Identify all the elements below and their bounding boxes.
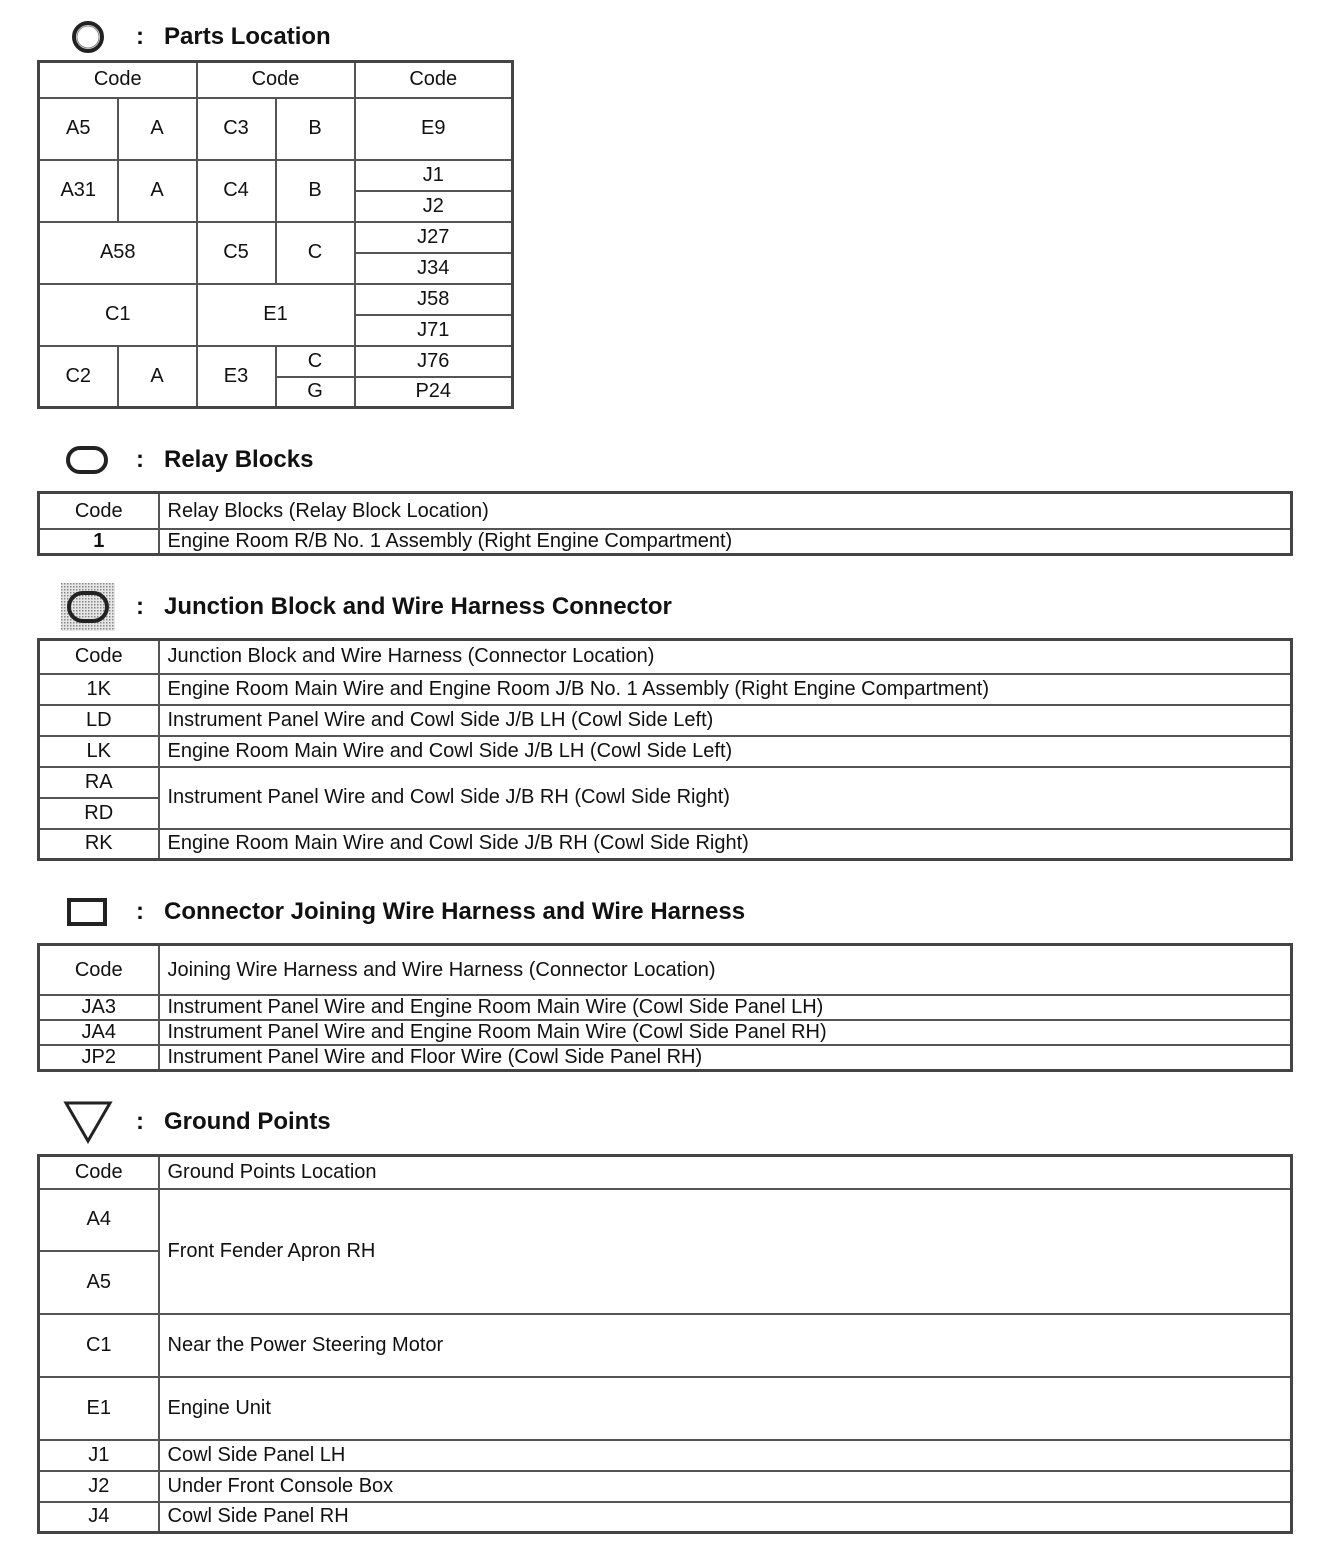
code-cell: A31 — [39, 160, 118, 222]
code-cell: 1K — [39, 674, 159, 705]
column-header: Ground Points Location — [159, 1156, 1292, 1189]
code-cell: J76 — [355, 346, 513, 377]
column-header: Code — [39, 640, 159, 674]
code-cell: RD — [39, 798, 159, 829]
location-cell: Under Front Console Box — [159, 1471, 1292, 1502]
table-row — [39, 1045, 1292, 1071]
code-cell: JA3 — [39, 995, 159, 1020]
table-row — [39, 1502, 1292, 1533]
code-cell: E3 — [197, 346, 276, 408]
code-cell: B — [276, 98, 355, 160]
code-cell: G — [276, 377, 355, 408]
code-cell: J1 — [39, 1440, 159, 1471]
code-cell: J2 — [355, 191, 513, 222]
column-header: Junction Block and Wire Harness (Connector Location) — [159, 640, 1292, 674]
column-header: Code — [39, 1156, 159, 1189]
table-row — [39, 674, 1292, 705]
code-cell: RA — [39, 767, 159, 798]
connector-joining-table — [37, 943, 1293, 1072]
colon: : — [136, 1108, 144, 1135]
parts-location-header — [60, 12, 331, 62]
table-row — [39, 1314, 1292, 1377]
code-cell: A — [118, 160, 197, 222]
code-cell: E1 — [197, 284, 355, 346]
code-cell: A — [118, 98, 197, 160]
table-row — [39, 767, 1292, 798]
location-cell: Near the Power Steering Motor — [159, 1314, 1292, 1377]
table-row — [39, 1377, 1292, 1440]
code-cell: J71 — [355, 315, 513, 346]
location-cell: Engine Room Main Wire and Cowl Side J/B RH (Cowl Side Right) — [159, 829, 1292, 860]
code-cell: LD — [39, 705, 159, 736]
section-title: Connector Joining Wire Harness and Wire Harness — [164, 898, 746, 925]
colon: : — [136, 446, 144, 473]
colon: : — [136, 23, 144, 50]
code-cell: J4 — [39, 1502, 159, 1533]
section-title: Ground Points — [164, 1108, 331, 1135]
parts-location-table — [37, 60, 514, 409]
code-cell: C — [276, 222, 355, 284]
table-row — [39, 1189, 1292, 1251]
junction-block-header — [60, 582, 672, 632]
code-cell: J2 — [39, 1471, 159, 1502]
table-row — [39, 1020, 1292, 1045]
junction-block-table — [37, 638, 1293, 861]
column-header: Relay Blocks (Relay Block Location) — [159, 493, 1292, 530]
rounded-oval-icon — [60, 437, 116, 483]
section-title: Relay Blocks — [164, 446, 314, 473]
shaded-oval-icon — [60, 584, 116, 630]
column-header: Code — [39, 62, 197, 98]
location-cell: Engine Unit — [159, 1377, 1292, 1440]
code-cell: J27 — [355, 222, 513, 253]
code-cell: RK — [39, 829, 159, 860]
table-row — [39, 705, 1292, 736]
location-cell: Cowl Side Panel RH — [159, 1502, 1292, 1533]
location-cell: Instrument Panel Wire and Engine Room Main Wire (Cowl Side Panel RH) — [159, 1020, 1292, 1045]
location-cell: Instrument Panel Wire and Cowl Side J/B RH (Cowl Side Right) — [159, 767, 1292, 829]
colon: : — [136, 898, 144, 925]
table-row — [39, 736, 1292, 767]
code-cell: LK — [39, 736, 159, 767]
location-cell: Cowl Side Panel LH — [159, 1440, 1292, 1471]
code-cell: J1 — [355, 160, 513, 191]
location-cell: Instrument Panel Wire and Floor Wire (Cowl Side Panel RH) — [159, 1045, 1292, 1071]
code-cell: JA4 — [39, 1020, 159, 1045]
colon: : — [136, 593, 144, 620]
location-cell: Engine Room R/B No. 1 Assembly (Right Engine Compartment) — [159, 529, 1292, 555]
table-row — [39, 1471, 1292, 1502]
location-cell: Engine Room Main Wire and Cowl Side J/B LH (Cowl Side Left) — [159, 736, 1292, 767]
code-cell: C3 — [197, 98, 276, 160]
column-header: Code — [39, 945, 159, 996]
location-cell: Front Fender Apron RH — [159, 1189, 1292, 1314]
location-cell: Engine Room Main Wire and Engine Room J/B No. 1 Assembly (Right Engine Compartment) — [159, 674, 1292, 705]
rectangle-icon — [60, 889, 116, 935]
code-cell: B — [276, 160, 355, 222]
code-cell: E9 — [355, 98, 513, 160]
table-row — [39, 529, 1292, 555]
relay-blocks-header — [60, 435, 313, 485]
code-cell: C — [276, 346, 355, 377]
circle-icon — [60, 14, 116, 60]
code-cell: A — [118, 346, 197, 408]
column-header: Code — [197, 62, 355, 98]
code-cell: J34 — [355, 253, 513, 284]
location-cell: Instrument Panel Wire and Engine Room Main Wire (Cowl Side Panel LH) — [159, 995, 1292, 1020]
relay-blocks-table — [37, 491, 1293, 556]
column-header: Joining Wire Harness and Wire Harness (Connector Location) — [159, 945, 1292, 996]
table-row — [39, 995, 1292, 1020]
ground-points-header — [60, 1097, 331, 1147]
code-cell: P24 — [355, 377, 513, 408]
table-row — [39, 1440, 1292, 1471]
code-cell: C1 — [39, 1314, 159, 1377]
triangle-down-icon — [60, 1099, 116, 1145]
code-cell: A4 — [39, 1189, 159, 1251]
column-header: Code — [355, 62, 513, 98]
section-title: Junction Block and Wire Harness Connector — [164, 593, 672, 620]
column-header: Code — [39, 493, 159, 530]
code-cell: A58 — [39, 222, 197, 284]
code-cell: C2 — [39, 346, 118, 408]
table-row — [39, 829, 1292, 860]
code-cell: C4 — [197, 160, 276, 222]
code-cell: A5 — [39, 1251, 159, 1314]
section-title: Parts Location — [164, 23, 331, 50]
code-cell: C1 — [39, 284, 197, 346]
code-cell: A5 — [39, 98, 118, 160]
code-cell: JP2 — [39, 1045, 159, 1071]
location-cell: Instrument Panel Wire and Cowl Side J/B LH (Cowl Side Left) — [159, 705, 1292, 736]
connector-joining-header — [60, 887, 745, 937]
code-cell: J58 — [355, 284, 513, 315]
code-cell: C5 — [197, 222, 276, 284]
code-cell: E1 — [39, 1377, 159, 1440]
code-cell: 1 — [39, 529, 159, 555]
ground-points-table — [37, 1154, 1293, 1534]
